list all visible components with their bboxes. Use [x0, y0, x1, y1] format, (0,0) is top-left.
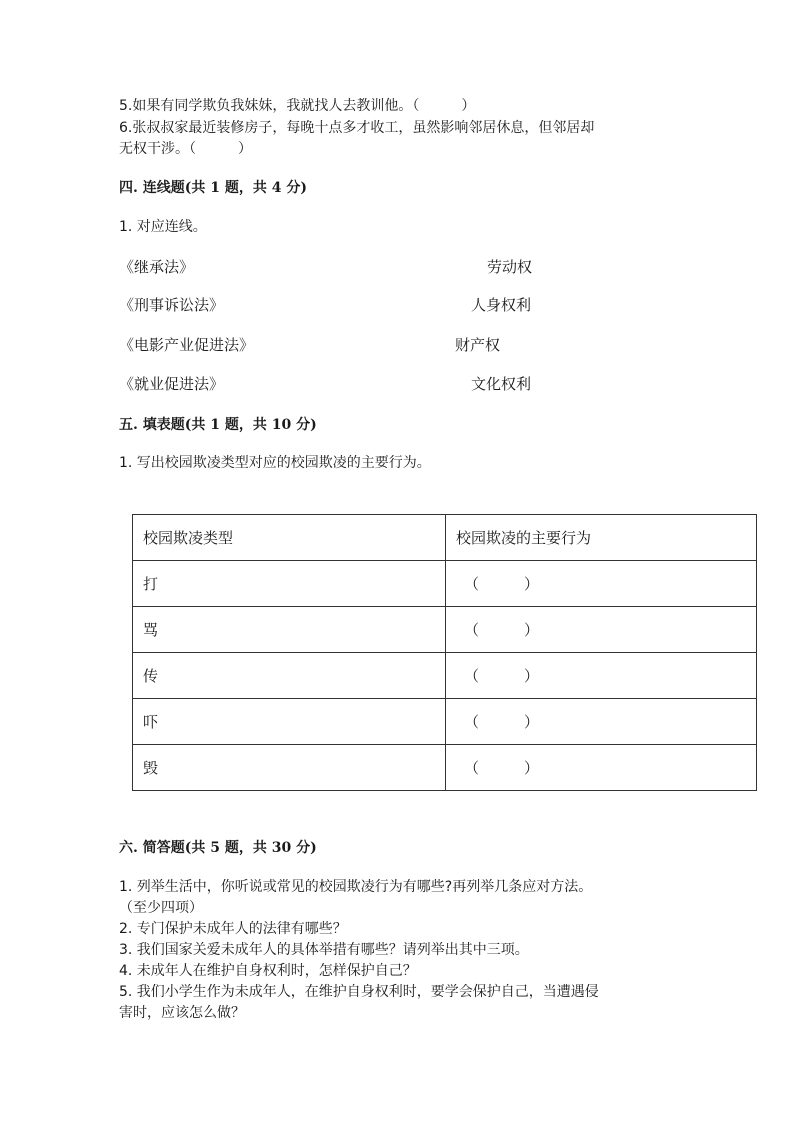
section-4-heading: 四. 连线题(共 1 题，共 4 分) — [119, 180, 307, 196]
table-cell-type: 毁 — [133, 745, 446, 791]
table-cell-answer: （ ） — [446, 607, 757, 653]
table-cell-type: 打 — [133, 561, 446, 607]
table-cell-answer: （ ） — [446, 745, 757, 791]
match-left-item: 《刑事诉讼法》 — [119, 296, 225, 314]
table-cell-answer: （ ） — [446, 699, 757, 745]
short-answer-line: 1. 列举生活中，你听说或常见的校园欺凌行为有哪些?再列举几条应对方法。 — [119, 879, 593, 895]
match-right-item: 文化权利 — [471, 375, 532, 393]
table-header-cell: 校园欺凌的主要行为 — [446, 515, 757, 561]
table-cell-type: 骂 — [133, 607, 446, 653]
question-6-line-2: 无权干涉。（ ） — [119, 141, 252, 157]
match-left-item: 《继承法》 — [119, 258, 195, 276]
table-row — [133, 699, 757, 745]
table-cell-answer: （ ） — [446, 561, 757, 607]
table-row — [133, 653, 757, 699]
short-answer-line: 害时，应该怎么做？ — [119, 1005, 245, 1021]
match-right-item: 劳动权 — [487, 258, 533, 276]
section-6-heading: 六. 简答题(共 5 题，共 30 分) — [119, 840, 317, 856]
section-5-question: 1. 写出校园欺凌类型对应的校园欺凌的主要行为。 — [119, 455, 431, 471]
table-cell-answer: （ ） — [446, 653, 757, 699]
section-4-question: 1. 对应连线。 — [119, 219, 207, 235]
match-left-item: 《就业促进法》 — [119, 375, 225, 393]
table-header-row — [133, 515, 757, 561]
question-6-line-1: 6.张叔叔家最近装修房子，每晚十点多才收工，虽然影响邻居休息，但邻居却 — [119, 120, 595, 136]
match-right-item: 人身权利 — [471, 296, 532, 314]
table-row — [133, 745, 757, 791]
table-row — [133, 607, 757, 653]
short-answer-line: 5. 我们小学生作为未成年人，在维护自身权利时，要学会保护自己，当遭遇侵 — [119, 984, 599, 1000]
question-5: 5.如果有同学欺负我妹妹，我就找人去教训他。（ ） — [119, 98, 476, 114]
short-answer-line: 4. 未成年人在维护自身权利时，怎样保护自己？ — [119, 963, 417, 979]
table-header-cell: 校园欺凌类型 — [133, 515, 446, 561]
match-right-item: 财产权 — [455, 336, 501, 354]
table-cell-type: 吓 — [133, 699, 446, 745]
bullying-table — [132, 514, 757, 791]
section-5-heading: 五. 填表题(共 1 题，共 10 分) — [119, 417, 317, 433]
match-left-item: 《电影产业促进法》 — [119, 336, 255, 354]
short-answer-line: （至少四项） — [119, 900, 203, 916]
short-answer-line: 2. 专门保护未成年人的法律有哪些？ — [119, 921, 347, 937]
table-cell-type: 传 — [133, 653, 446, 699]
table-row — [133, 561, 757, 607]
short-answer-line: 3. 我们国家关爱未成年人的具体举措有哪些？请列举出其中三项。 — [119, 942, 529, 958]
